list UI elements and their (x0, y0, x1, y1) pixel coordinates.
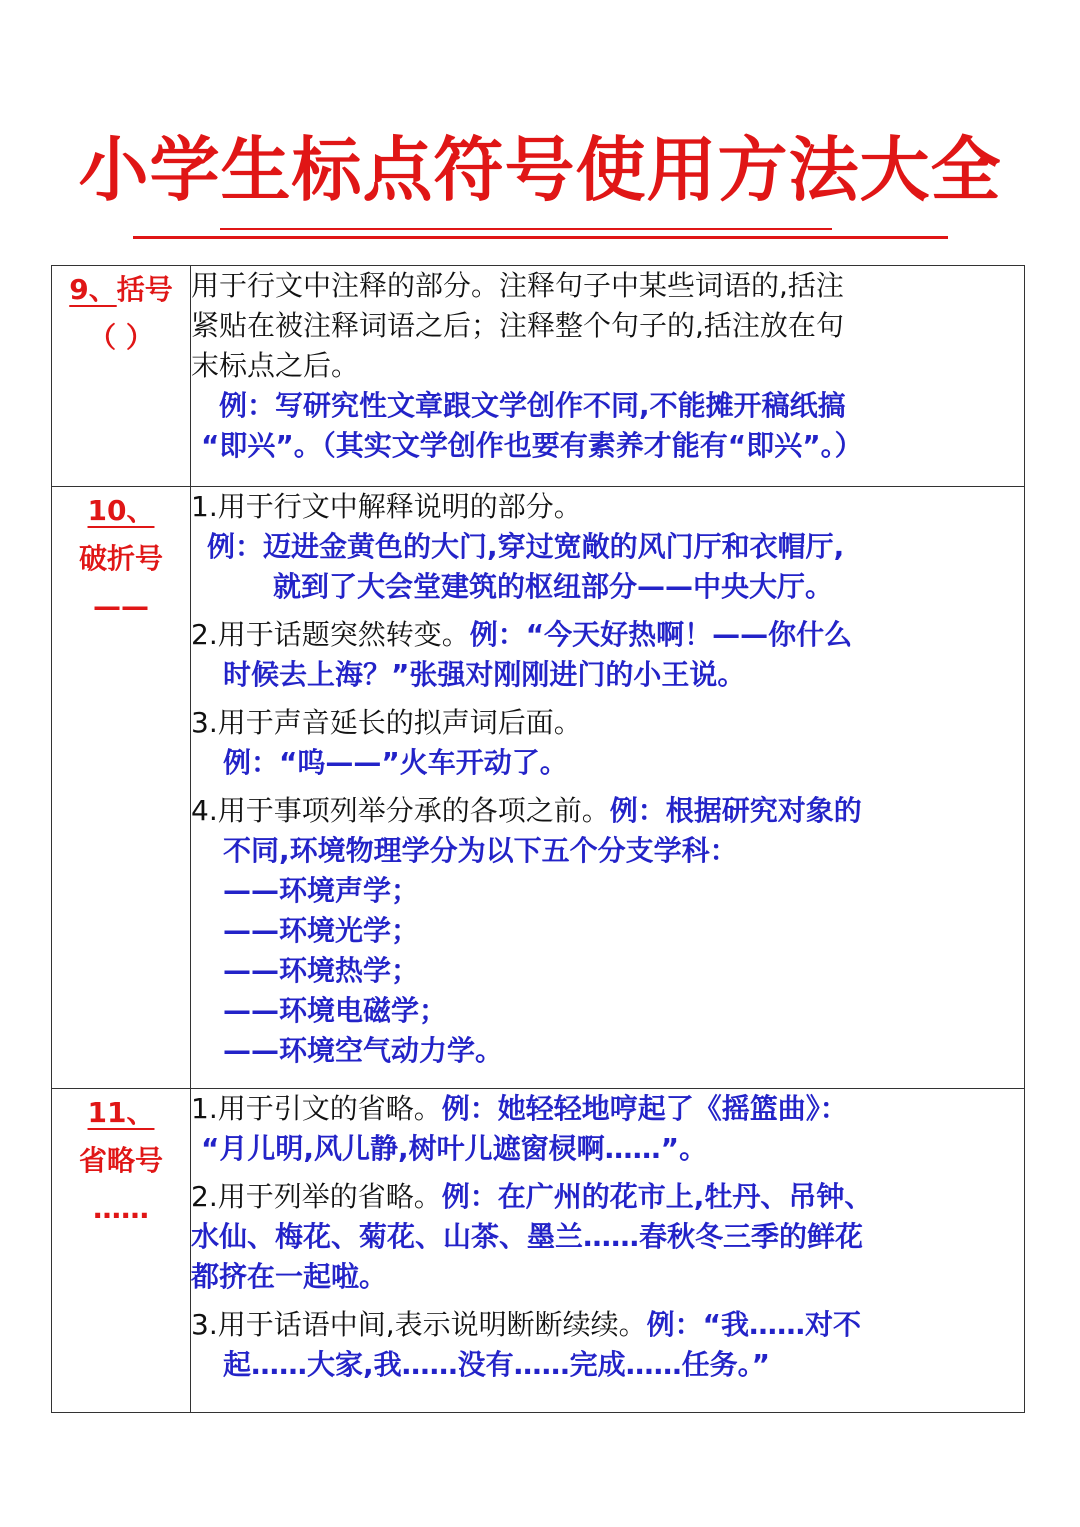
example-line: 都挤在一起啦。 (191, 1260, 388, 1293)
list-item: ——环境声学； (223, 874, 420, 907)
example-line: “月儿明,风儿静,树叶儿遮窗棂啊……”。 (201, 1132, 708, 1165)
example-line: 时候去上海？”张强对刚刚进门的小王说。 (223, 658, 746, 691)
list-item: ——环境光学； (223, 914, 420, 947)
example-line: 水仙、梅花、菊花、山茶、墨兰……春秋冬三季的鲜花 (191, 1220, 864, 1253)
row-label: 括号 (116, 273, 173, 306)
item-line: 3.用于声音延长的拟声词后面。 (191, 706, 582, 739)
item-line: 1.用于引文的省略。例：她轻轻地哼起了《摇篮曲》： (191, 1092, 848, 1125)
example-line: 例：“呜——”火车开动了。 (223, 746, 568, 779)
example-line: 就到了大会堂建筑的枢纽部分——中央大厅。 (273, 570, 834, 603)
item-line: 1.用于行文中解释说明的部分。 (191, 490, 582, 523)
example-line: 不同,环境物理学分为以下五个分支学科： (223, 834, 738, 867)
row-label: 破折号 (78, 542, 163, 575)
example-line: 例：写研究性文章跟文学创作不同,不能摊开稿纸搞 (219, 389, 846, 422)
text-line: 末标点之后。 (191, 349, 360, 382)
content-cell (191, 487, 1025, 1089)
row-symbol: （ ） (88, 321, 154, 354)
item-line: 2.用于列举的省略。例：在广州的花市上,牡丹、吊钟、 (191, 1180, 873, 1213)
content-cell (191, 1089, 1025, 1413)
punctuation-table (51, 265, 1025, 1413)
text-line: 用于行文中注释的部分。注释句子中某些词语的,括注 (191, 269, 844, 302)
item-line: 2.用于话题突然转变。例：“今天好热啊！——你什么 (191, 618, 853, 651)
item-line: 3.用于话语中间,表示说明断断续续。例：“我……对不 (191, 1308, 862, 1341)
row-number: 11、 (87, 1096, 155, 1129)
title-underline-thin (220, 228, 832, 230)
row-symbol: —— (93, 590, 149, 623)
content-cell (191, 266, 1025, 487)
row-symbol: …… (93, 1192, 149, 1225)
row-label: 省略号 (78, 1144, 163, 1177)
label-cell (52, 487, 191, 1089)
list-item: ——环境空气动力学。 (223, 1034, 504, 1067)
row-number: 9、 (69, 273, 117, 306)
example-line: “即兴”。（其实文学创作也要有素养才能有“即兴”。） (201, 429, 863, 462)
title-underline-thick (133, 236, 948, 239)
row-number: 10、 (87, 494, 155, 527)
list-item: ——环境热学； (223, 954, 420, 987)
table-row-ellipsis (52, 1089, 1025, 1413)
page-title: 小学生标点符号使用方法大全 (78, 129, 1002, 211)
table-row-dash (52, 487, 1025, 1089)
label-cell (52, 266, 191, 487)
item-line: 4.用于事项列举分承的各项之前。例：根据研究对象的 (191, 794, 862, 827)
table-row-parentheses (52, 266, 1025, 487)
example-line: 例：迈进金黄色的大门,穿过宽敞的风门厅和衣帽厅, (207, 530, 845, 563)
list-item: ——环境电磁学； (223, 994, 448, 1027)
text-line: 紧贴在被注释词语之后；注释整个句子的,括注放在句 (191, 309, 844, 342)
label-cell (52, 1089, 191, 1413)
example-line: 起……大家,我……没有……完成……任务。” (223, 1348, 771, 1381)
